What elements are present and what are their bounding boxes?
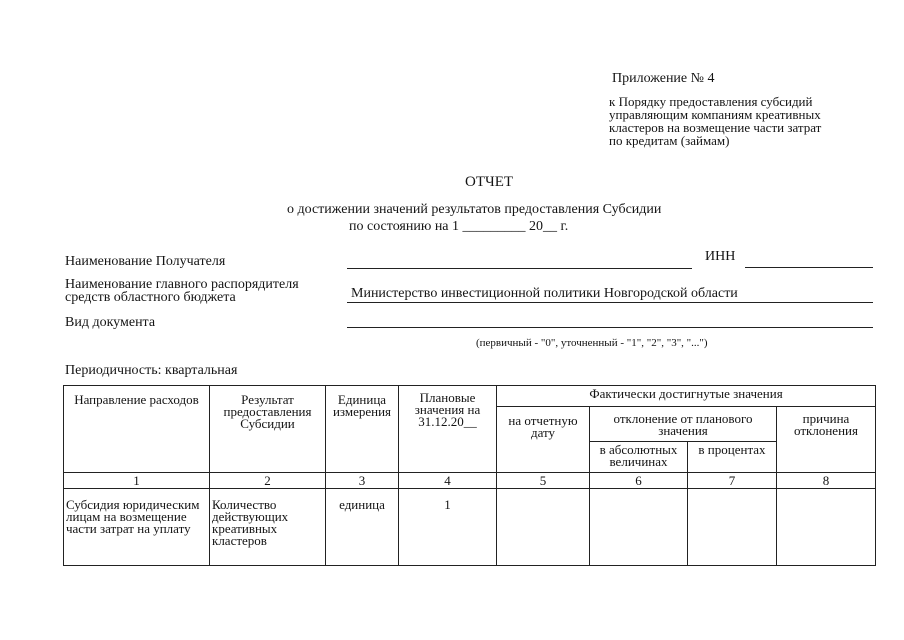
appendix-description xyxy=(609,95,889,147)
table-row xyxy=(64,489,876,566)
cell-reason[interactable] xyxy=(777,489,876,566)
appendix-line: кластеров на возмещение части затрат xyxy=(609,120,822,135)
manager-label-line2: средств областного бюджета xyxy=(65,290,236,305)
doc-type-hint: (первичный - "0", уточненный - "1", "2", "3", "...") xyxy=(476,337,708,349)
column-number: 7 xyxy=(688,473,777,489)
doc-type-field[interactable] xyxy=(347,327,873,328)
header-reason: причина отклонения xyxy=(777,407,876,473)
column-number: 8 xyxy=(777,473,876,489)
recipient-label: Наименование Получателя xyxy=(65,254,226,269)
column-number: 6 xyxy=(590,473,688,489)
manager-field-underline xyxy=(347,302,873,303)
column-number: 4 xyxy=(399,473,497,489)
appendix-line: к Порядку предоставления субсидий xyxy=(609,94,813,109)
inn-field[interactable] xyxy=(745,267,873,268)
manager-value: Министерство инвестиционной политики Новгородской области xyxy=(351,286,738,301)
cell-on-date[interactable] xyxy=(497,489,590,566)
header-percent: в процентах xyxy=(688,442,777,473)
cell-direction: Субсидия юридическим лицам на возмещение части затрат на уплату xyxy=(64,489,210,566)
column-number: 5 xyxy=(497,473,590,489)
report-title: ОТЧЕТ xyxy=(465,174,514,190)
header-planned: Плановые значения на 31.12.20__ xyxy=(399,386,497,473)
header-unit: Единица измерения xyxy=(326,386,399,473)
manager-label-line1: Наименование главного распорядителя xyxy=(65,277,299,292)
cell-abs[interactable] xyxy=(590,489,688,566)
header-abs: в абсолютных величинах xyxy=(590,442,688,473)
recipient-field[interactable] xyxy=(347,268,692,269)
cell-unit: единица xyxy=(326,489,399,566)
cell-planned xyxy=(399,489,497,566)
header-direction: Направление расходов xyxy=(64,386,210,473)
inn-label: ИНН xyxy=(705,249,736,264)
header-on-date: на отчетную дату xyxy=(497,407,590,473)
header-deviation-group: отклонение от планового значения xyxy=(590,407,777,442)
appendix-line: управляющим компаниям креативных xyxy=(609,107,821,122)
header-row-1 xyxy=(64,386,876,407)
appendix-title: Приложение № 4 xyxy=(612,71,715,86)
report-subtitle: о достижении значений результатов предоставления Субсидии xyxy=(287,202,662,217)
column-number: 1 xyxy=(64,473,210,489)
header-result: Результат предоставления Субсидии xyxy=(210,386,326,473)
cell-result: Количество действующих креативных кластеров xyxy=(210,489,326,566)
cell-percent[interactable] xyxy=(688,489,777,566)
periodicity: Периодичность: квартальная xyxy=(65,363,238,378)
results-table xyxy=(63,385,876,566)
cell-planned-value: 1 xyxy=(444,497,451,512)
appendix-line: по кредитам (займам) xyxy=(609,133,730,148)
column-numbers-row xyxy=(64,473,876,489)
doc-type-label: Вид документа xyxy=(65,315,156,330)
header-actual-group: Фактически достигнутые значения xyxy=(497,386,876,407)
column-number: 2 xyxy=(210,473,326,489)
column-number: 3 xyxy=(326,473,399,489)
report-date-line: по состоянию на 1 _________ 20__ г. xyxy=(349,219,569,234)
